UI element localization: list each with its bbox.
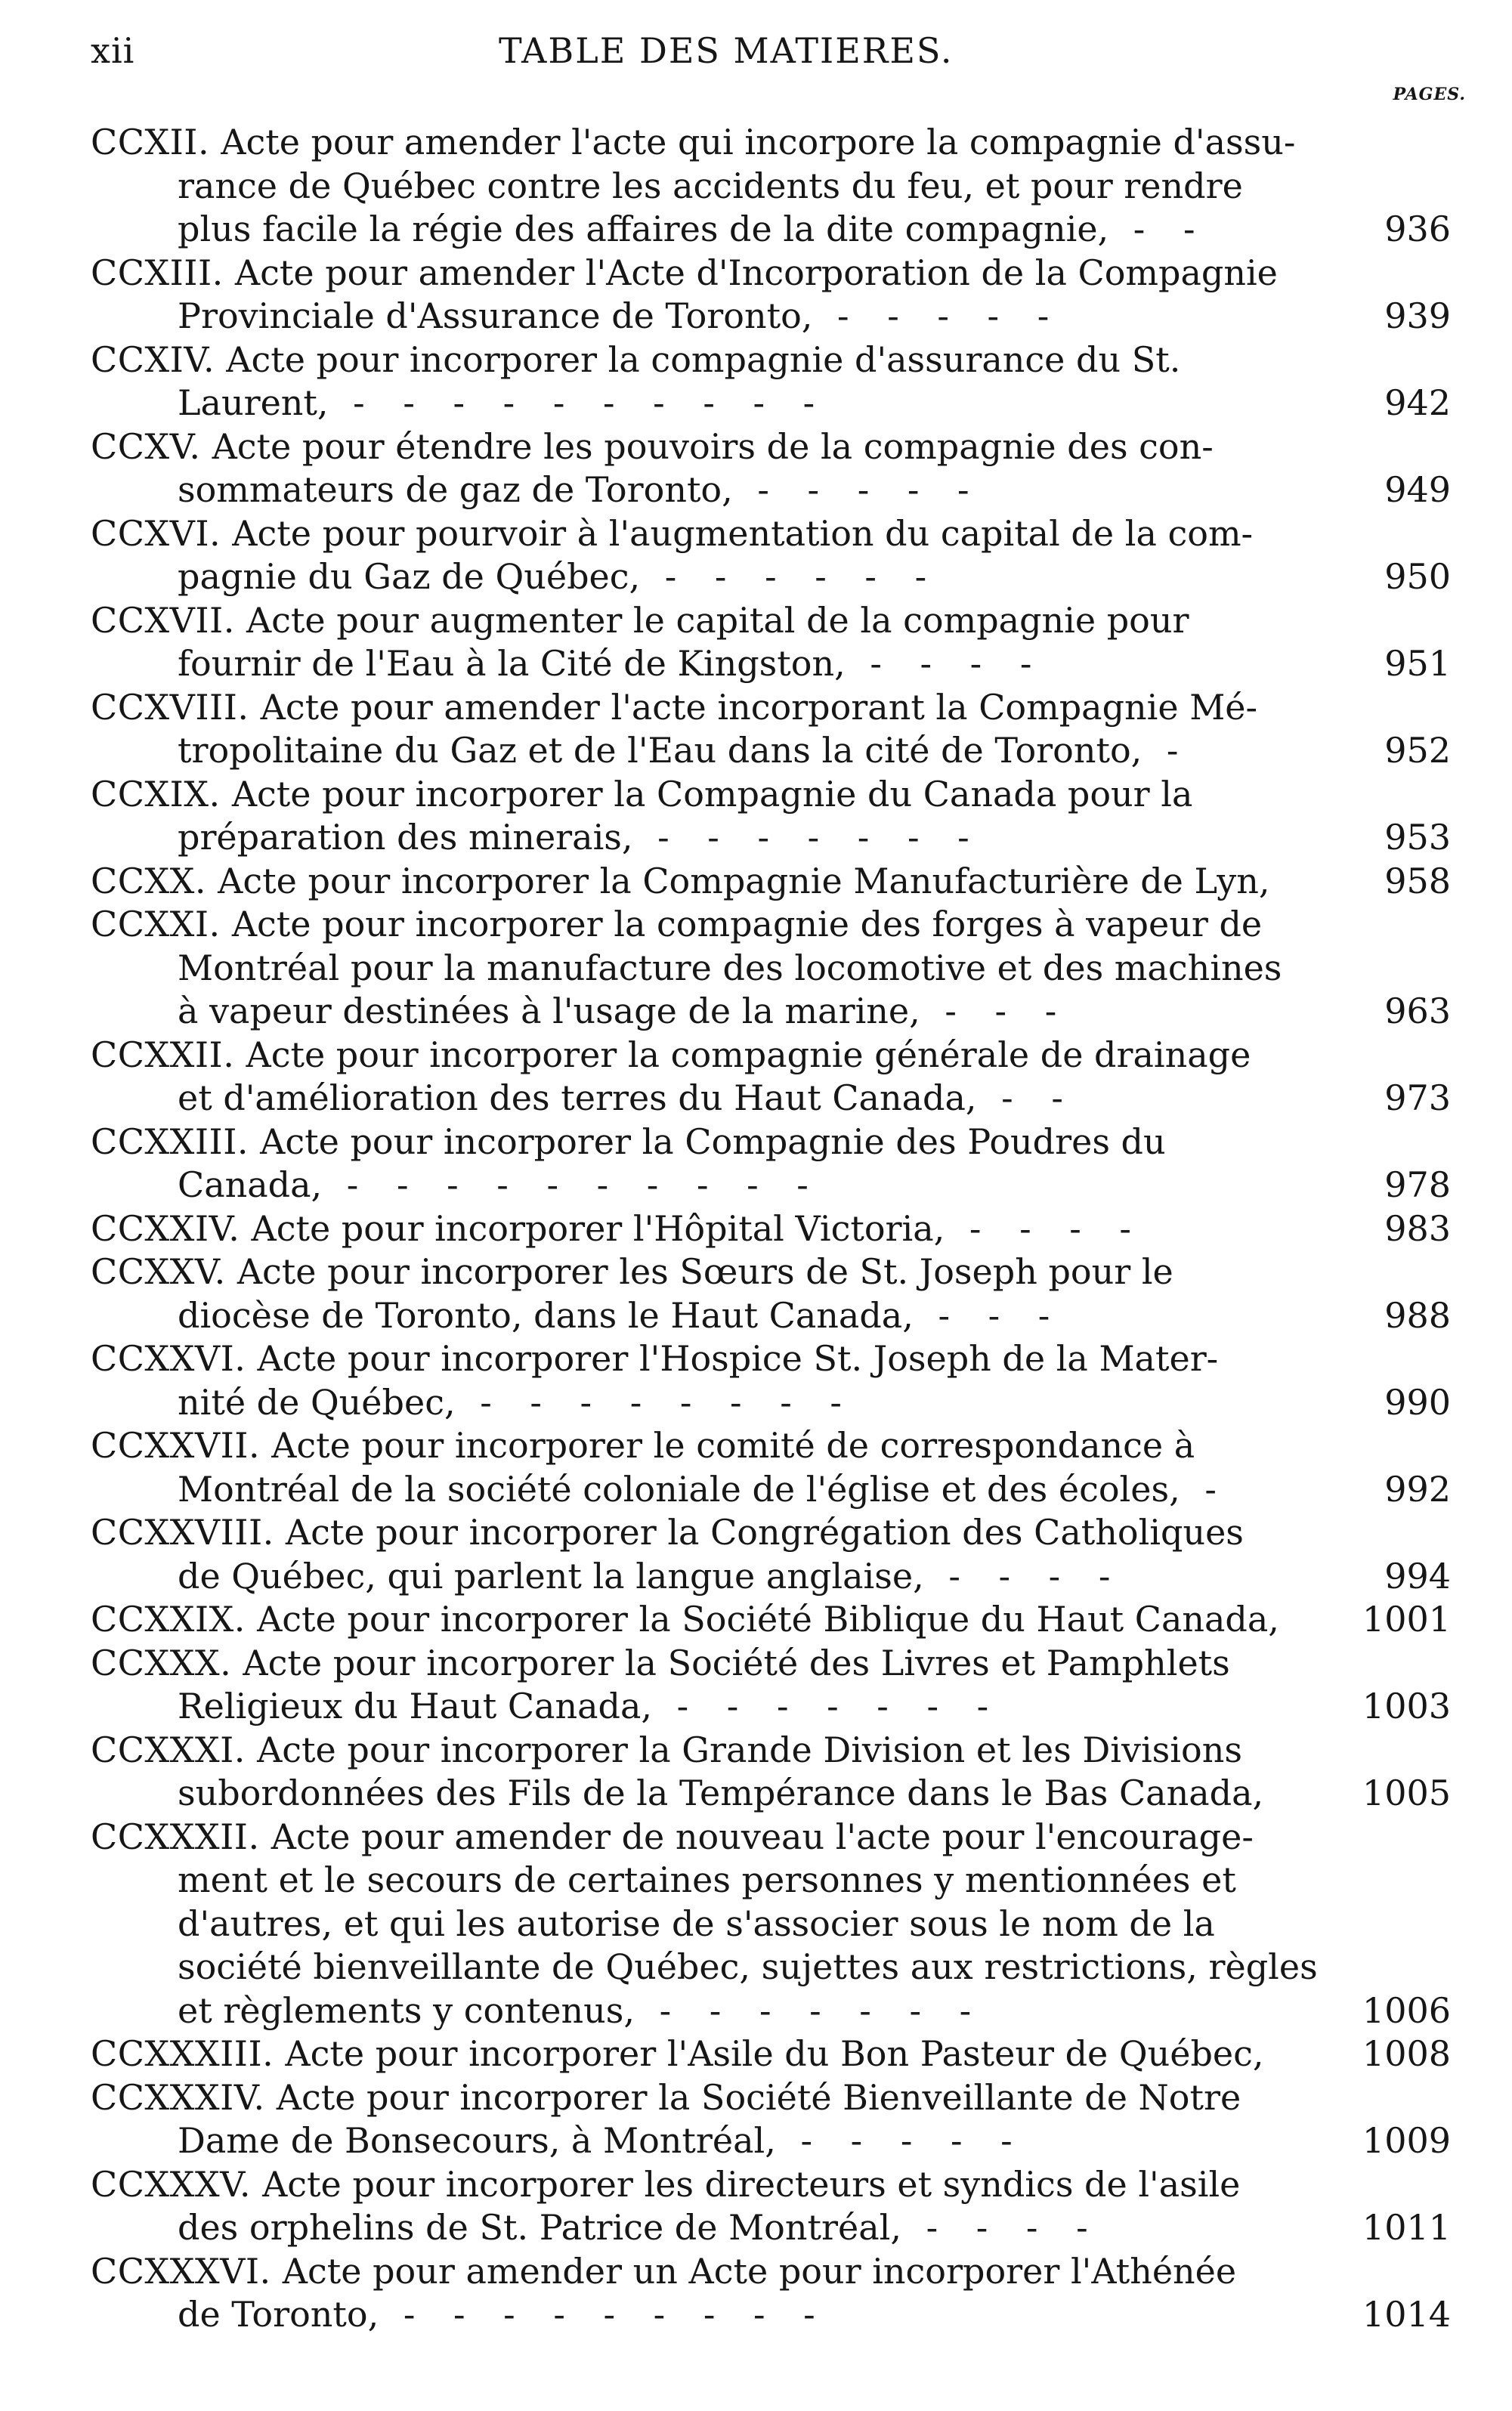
entry-title-text: tropolitaine du Gaz et de l'Eau dans la cité de Toronto, <box>178 730 1143 771</box>
entry-title-text: Provinciale d'Assurance de Toronto, <box>178 295 813 336</box>
toc-entry-line <box>91 1555 1451 1599</box>
toc-entry-line <box>91 1772 1451 1816</box>
toc-entry <box>91 1598 1451 1642</box>
toc-entry-line <box>91 2163 1451 2207</box>
toc-entry-line <box>91 1034 1451 1077</box>
entry-numeral: CCXII. <box>91 122 221 162</box>
toc-entry <box>91 773 1451 860</box>
entry-page-number: 1005 <box>1362 1773 1451 1813</box>
toc-entry-line <box>91 1598 1451 1642</box>
toc-entry-line <box>91 1424 1451 1468</box>
toc-entry-line <box>91 208 1451 252</box>
entry-title-text: Dame de Bonsecours, à Montréal, <box>178 2120 776 2161</box>
toc-entry <box>91 512 1451 599</box>
toc-entry-line <box>91 1120 1451 1164</box>
toc-entry-line <box>91 1903 1451 1946</box>
toc-entry-line <box>91 1816 1451 1859</box>
dot-leader: - - - - - - - - - - <box>322 1164 822 1205</box>
entry-page-number: 952 <box>1384 730 1451 771</box>
toc-entry-line <box>91 903 1451 947</box>
entry-numeral: CCXXXIV. <box>91 2076 277 2118</box>
dot-leader: - - - - - - - <box>632 817 983 858</box>
entry-numeral: CCXXXVI. <box>91 2250 283 2292</box>
dot-leader: - - - <box>913 1294 1064 1336</box>
dot-leader: - - - <box>920 991 1071 1031</box>
entry-title-text: Acte pour amender l'acte qui incorpore la compagnie d'assu- <box>221 122 1296 162</box>
entry-numeral: CCXXX. <box>91 1642 243 1683</box>
entry-title-text: et d'amélioration des terres du Haut Canada, <box>178 1077 977 1118</box>
toc-entry-line <box>91 252 1451 295</box>
toc-entry <box>91 121 1451 252</box>
toc-entry-line <box>91 1337 1451 1381</box>
entry-page-number: 949 <box>1384 469 1451 510</box>
entry-page-number: 1003 <box>1362 1686 1451 1726</box>
entry-title-text: Acte pour incorporer la Compagnie des Poudres du <box>260 1120 1166 1162</box>
entry-title-text: préparation des minerais, <box>178 817 633 858</box>
entry-title-text: Acte pour amender l'Acte d'Incorporation de la Compagnie <box>234 252 1278 293</box>
toc-entry-line <box>91 1642 1451 1686</box>
toc-entry-line <box>91 773 1451 817</box>
toc-entry-line <box>91 2293 1451 2337</box>
dot-leader: - - - - - - - - <box>455 1381 855 1423</box>
entry-title-text: Acte pour incorporer la Société Bienveillante de Notre <box>276 2076 1241 2118</box>
entry-page-number: 1008 <box>1362 2033 1451 2074</box>
entry-title-text: d'autres, et qui les autorise de s'associer sous le nom de la <box>178 1903 1215 1944</box>
entry-title-text: Acte pour incorporer l'Hôpital Victoria, <box>251 1207 945 1249</box>
toc-entry-line <box>91 816 1451 860</box>
entry-title-text: plus facile la régie des affaires de la dite compagnie, <box>178 209 1109 249</box>
entry-page-number: 988 <box>1384 1294 1451 1336</box>
entry-title-text: Acte pour incorporer la compagnie d'assurance du St. <box>226 338 1181 380</box>
entry-page-number: 951 <box>1384 643 1451 684</box>
entry-title-text: Montréal pour la manufacture des locomotive et des machines <box>178 947 1282 988</box>
entry-title-text: société bienveillante de Québec, sujettes aux restrictions, règles <box>178 1946 1318 1987</box>
dot-leader: - - - - - - - <box>652 1686 1003 1726</box>
entry-numeral: CCXXXV. <box>91 2163 263 2205</box>
entry-title-text: Acte pour incorporer la Société Biblique du Haut Canada, <box>257 1599 1279 1640</box>
entry-page-number: 1009 <box>1362 2120 1451 2161</box>
entry-numeral: CCXXIII. <box>91 1120 261 1162</box>
toc-entry-line <box>91 468 1451 512</box>
toc-entry-line <box>91 1729 1451 1773</box>
dot-leader: - - - - <box>901 2207 1102 2248</box>
toc-entry <box>91 599 1451 686</box>
entry-numeral: CCXIII. <box>91 252 235 293</box>
toc-entry-line <box>91 1685 1451 1729</box>
toc-page <box>91 23 1466 2335</box>
entry-title-text: Acte pour incorporer la Société des Livres et Pamphlets <box>243 1642 1230 1683</box>
entry-numeral: CCXVIII. <box>91 686 261 728</box>
toc-entry-line <box>91 860 1451 904</box>
entry-title-text: subordonnées des Fils de la Tempérance dans le Bas Canada, <box>178 1773 1264 1813</box>
entry-page-number: 994 <box>1384 1555 1451 1597</box>
toc-entry <box>91 1424 1451 1511</box>
entry-page-number: 990 <box>1384 1381 1451 1423</box>
toc-entry <box>91 1034 1451 1120</box>
entry-page-number: 983 <box>1384 1207 1451 1249</box>
entry-title-text: Montréal de la société coloniale de l'église et des écoles, <box>178 1468 1180 1510</box>
entry-title-text: rance de Québec contre les accidents du feu, et pour rendre <box>178 165 1243 206</box>
entry-page-number: 939 <box>1384 295 1451 336</box>
entry-page-number: 992 <box>1384 1468 1451 1510</box>
entry-numeral: CCXXIX. <box>91 1599 258 1640</box>
entry-title-text: des orphelins de St. Patrice de Montréal, <box>178 2207 901 2248</box>
toc-entry-line <box>91 599 1451 643</box>
entry-title-text: Acte pour incorporer la Compagnie du Canada pour la <box>231 773 1193 814</box>
entry-title-text: Acte pour incorporer la compagnie générale de drainage <box>246 1034 1251 1075</box>
toc-entry <box>91 1642 1451 1729</box>
toc-entry <box>91 2032 1451 2076</box>
entry-page-number: 973 <box>1384 1077 1451 1118</box>
entry-title-text: Acte pour incorporer l'Asile du Bon Pasteur de Québec, <box>285 2033 1264 2074</box>
entry-title-text: Acte pour amender un Acte pour incorporer l'Athénée <box>282 2250 1237 2292</box>
entry-title-text: Acte pour incorporer la Grande Division et les Divisions <box>257 1729 1242 1770</box>
toc-entry <box>91 1207 1451 1251</box>
entry-title-text: ment et le secours de certaines personnes y mentionnées et <box>178 1859 1236 1900</box>
toc-entries <box>91 121 1451 2337</box>
entry-page-number: 950 <box>1384 556 1451 597</box>
entry-page-number: 936 <box>1384 209 1451 249</box>
entry-title-text: à vapeur destinées à l'usage de la marine, <box>178 991 920 1031</box>
toc-entry <box>91 1511 1451 1598</box>
toc-entry-line <box>91 121 1451 165</box>
dot-leader: - - <box>976 1077 1077 1118</box>
toc-entry <box>91 1250 1451 1337</box>
dot-leader: - - - - - <box>732 469 983 510</box>
entry-title-text: fournir de l'Eau à la Cité de Kingston, <box>178 643 846 684</box>
page-number: xii <box>91 30 135 71</box>
entry-title-text: Acte pour étendre les pouvoirs de la compagnie des con- <box>212 425 1214 467</box>
entry-title-text: Acte pour incorporer la Compagnie Manufacturière de Lyn, <box>218 860 1270 901</box>
entry-page-number: 963 <box>1384 991 1451 1031</box>
toc-entry-line <box>91 425 1451 469</box>
toc-entry <box>91 425 1451 512</box>
entry-title-text: Acte pour incorporer le comité de correspondance à <box>271 1425 1195 1466</box>
entry-page-number: 1014 <box>1362 2294 1451 2335</box>
entry-page-number: 1006 <box>1362 1989 1451 2031</box>
page-header <box>91 23 1466 104</box>
entry-numeral: CCXXI. <box>91 904 232 944</box>
entry-numeral: CCXXXIII. <box>91 2033 286 2074</box>
toc-entry-line <box>91 382 1451 425</box>
entry-numeral: CCXXVI. <box>91 1338 258 1379</box>
entry-title-text: Acte pour incorporer la compagnie des forges à vapeur de <box>231 904 1263 944</box>
toc-entry-line <box>91 1468 1451 1512</box>
toc-entry <box>91 1120 1451 1207</box>
toc-entry-line <box>91 2206 1451 2250</box>
entry-title-text: Acte pour incorporer les directeurs et syndics de l'asile <box>262 2163 1241 2205</box>
entry-numeral: CCXXII. <box>91 1034 246 1075</box>
toc-entry <box>91 903 1451 1034</box>
toc-entry-line <box>91 295 1451 338</box>
entry-page-number: 1001 <box>1362 1599 1451 1640</box>
entry-numeral: CCXXV. <box>91 1251 237 1292</box>
entry-page-number: 953 <box>1384 817 1451 858</box>
toc-entry <box>91 2076 1451 2163</box>
entry-numeral: CCXVI. <box>91 512 233 554</box>
toc-entry <box>91 338 1451 425</box>
dot-leader: - - - - - - - - - <box>379 2294 829 2335</box>
toc-entry-line <box>91 1989 1451 2033</box>
entry-title-text: Acte pour augmenter le capital de la compagnie pour <box>246 599 1189 641</box>
entry-numeral: CCXXXI. <box>91 1729 258 1770</box>
entry-title-text: Acte pour incorporer l'Hospice St. Joseph de la Mater- <box>257 1338 1219 1379</box>
toc-entry-line <box>91 1511 1451 1555</box>
toc-entry-line <box>91 1946 1451 1989</box>
entry-title-text: sommateurs de gaz de Toronto, <box>178 469 733 510</box>
toc-entry-line <box>91 990 1451 1034</box>
entry-title-text: de Toronto, <box>178 2294 379 2335</box>
toc-entry-line <box>91 2076 1451 2120</box>
entry-title-text: Acte pour incorporer les Sœurs de St. Joseph pour le <box>237 1251 1173 1292</box>
dot-leader: - - - - <box>945 1207 1145 1249</box>
entry-page-number: 1011 <box>1362 2207 1451 2248</box>
dot-leader: - <box>1142 730 1192 771</box>
toc-entry-line <box>91 729 1451 773</box>
dot-leader: - - - - <box>845 643 1046 684</box>
entry-title-text: nité de Québec, <box>178 1381 456 1423</box>
toc-entry-line <box>91 642 1451 686</box>
entry-page-number: 978 <box>1384 1164 1451 1205</box>
toc-entry-line <box>91 686 1451 730</box>
toc-entry <box>91 1337 1451 1424</box>
entry-title-text: Laurent, <box>178 382 329 423</box>
entry-numeral: CCXXXII. <box>91 1816 271 1857</box>
running-title: TABLE DES MATIERES. <box>499 30 954 71</box>
toc-entry <box>91 1729 1451 1816</box>
entry-title-text: Religieux du Haut Canada, <box>178 1686 652 1726</box>
entry-numeral: CCXV. <box>91 425 212 467</box>
dot-leader: - - - - - - - <box>635 1989 985 2031</box>
toc-entry-line <box>91 338 1451 382</box>
toc-entry-line <box>91 2119 1451 2163</box>
toc-entry-line <box>91 947 1451 991</box>
toc-entry-line <box>91 1294 1451 1338</box>
toc-entry-line <box>91 1164 1451 1207</box>
toc-entry <box>91 2163 1451 2250</box>
toc-entry-line <box>91 165 1451 209</box>
entry-numeral: CCXXVII. <box>91 1425 272 1466</box>
toc-entry <box>91 2250 1451 2337</box>
toc-entry-line <box>91 2032 1451 2076</box>
toc-entry-line <box>91 1250 1451 1294</box>
toc-entry-line <box>91 1207 1451 1251</box>
toc-entry-line <box>91 1077 1451 1120</box>
toc-entry <box>91 252 1451 338</box>
toc-entry <box>91 860 1451 904</box>
entry-title-text: pagnie du Gaz de Québec, <box>178 556 641 597</box>
entry-numeral: CCXIX. <box>91 773 232 814</box>
toc-entry-line <box>91 555 1451 599</box>
entry-title-text: Acte pour amender l'acte incorporant la Compagnie Mé- <box>260 686 1258 728</box>
toc-entry-line <box>91 512 1451 556</box>
dot-leader: - - - - - - - - - - <box>328 382 829 423</box>
entry-title-text: diocèse de Toronto, dans le Haut Canada, <box>178 1294 914 1336</box>
entry-title-text: Acte pour incorporer la Congrégation des Catholiques <box>285 1512 1244 1553</box>
toc-entry-line <box>91 1859 1451 1903</box>
entry-page-number: 958 <box>1384 860 1451 901</box>
entry-title-text: Acte pour amender de nouveau l'acte pour l'encourage- <box>271 1816 1254 1857</box>
dot-leader: - <box>1180 1468 1230 1510</box>
entry-numeral: CCXXIV. <box>91 1207 252 1249</box>
dot-leader: - - - - - <box>775 2120 1026 2161</box>
entry-numeral: CCXX. <box>91 860 218 901</box>
toc-entry <box>91 686 1451 773</box>
dot-leader: - - - - <box>923 1555 1124 1597</box>
entry-numeral: CCXXVIII. <box>91 1512 286 1553</box>
toc-entry <box>91 1816 1451 2033</box>
entry-page-number: 942 <box>1384 382 1451 423</box>
entry-title-text: Acte pour pourvoir à l'augmentation du capital de la com- <box>232 512 1254 554</box>
dot-leader: - - <box>1108 209 1209 249</box>
entry-numeral: CCXIV. <box>91 338 227 380</box>
entry-title-text: de Québec, qui parlent la langue anglaise, <box>178 1555 924 1597</box>
dot-leader: - - - - - - <box>640 556 941 597</box>
entry-numeral: CCXVII. <box>91 599 246 641</box>
dot-leader: - - - - - <box>812 295 1063 336</box>
toc-entry-line <box>91 2250 1451 2294</box>
pages-column-label: PAGES. <box>1393 85 1466 104</box>
toc-entry-line <box>91 1381 1451 1425</box>
entry-title-text: Canada, <box>178 1164 323 1205</box>
entry-title-text: et règlements y contenus, <box>178 1989 635 2031</box>
